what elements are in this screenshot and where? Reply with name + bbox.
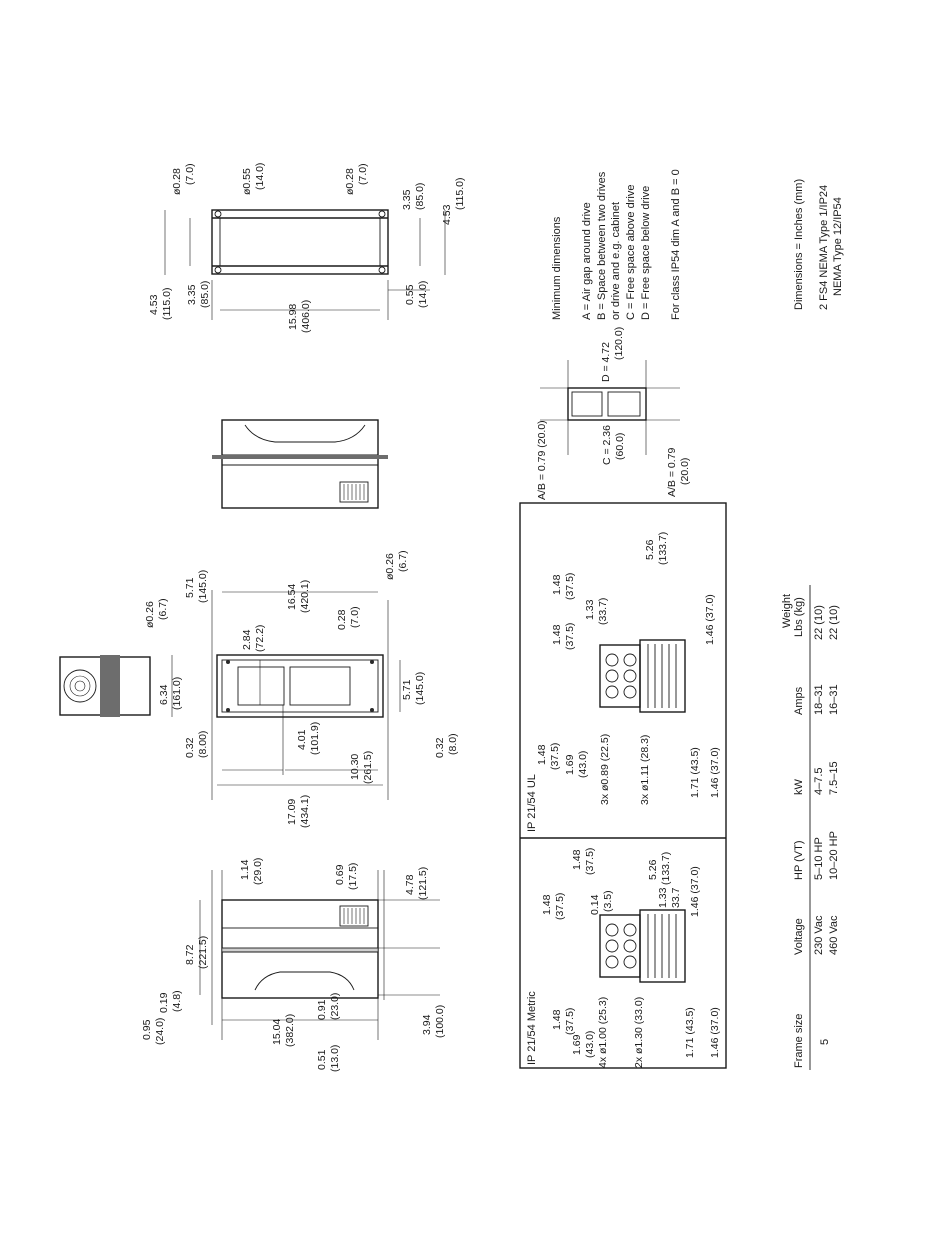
dim-label: 4.01 [296, 729, 308, 750]
table-cell: 5–10 HP [813, 837, 825, 880]
dim-label: 0.69 [334, 864, 346, 885]
top-view-drawing [212, 420, 388, 508]
dim-label: (60.0) [614, 432, 626, 460]
dim-label: 5.26 [644, 539, 656, 560]
dim-label: 5.71 [184, 577, 196, 598]
dim-label: (72.2) [254, 624, 266, 652]
dim-label: (121.5) [417, 866, 429, 900]
dim-label: (145.0) [414, 671, 426, 705]
dim-label: 2.84 [241, 629, 253, 650]
dim-label: (406.0) [300, 299, 312, 333]
footnote-b: NEMA Type 12/IP54 [832, 197, 844, 296]
dim-label: 0.51 [316, 1049, 328, 1070]
table-cell: 7.5–15 [828, 761, 840, 795]
table-cell: 22 (10) [813, 605, 825, 640]
dim-label: 1.48 [551, 1009, 563, 1030]
dim-label: 1.48 [551, 624, 563, 645]
dim-label: 0.95 [141, 1019, 153, 1040]
frame-size-value: 5 [819, 1038, 831, 1045]
dim-label: (133.7) [657, 531, 669, 565]
legend-line: B = Space between two drives [596, 171, 608, 320]
dim-label: (133.7) [660, 851, 672, 885]
dim-label: (33.7) [597, 597, 609, 625]
dim-label: 6.34 [158, 684, 170, 705]
dim-label: (43.0) [577, 750, 589, 778]
dim-label: 1.14 [239, 859, 251, 880]
dim-label: 1.48 [541, 894, 553, 915]
table-cell: 230 Vac [813, 915, 825, 955]
units-note: Dimensions = Inches (mm) [793, 178, 805, 310]
dim-label: 5.26 [647, 859, 659, 880]
dim-label: 16.54 [286, 583, 298, 610]
dim-label: ø0.28 [171, 168, 183, 195]
legend-line: A = Air gap around drive [581, 202, 593, 320]
dim-label: (145.0) [197, 569, 209, 603]
dim-label: 1.46 (37.0) [709, 747, 721, 798]
dim-label: (7.0) [357, 163, 369, 185]
table-cell: 18–31 [813, 684, 825, 715]
col-frame-size: Frame size [793, 1013, 805, 1068]
dim-label: 3.94 [421, 1014, 433, 1035]
dim-label: 15.04 [271, 1018, 283, 1045]
footnotes [793, 179, 844, 310]
dim-label: 1.33 [584, 599, 596, 620]
spec-table [781, 585, 840, 1070]
dim-label: (20.0) [679, 457, 691, 485]
dim-label: (37.5) [564, 572, 576, 600]
dim-label: 3.35 [186, 284, 198, 305]
dim-label: C = 2.36 [601, 425, 613, 465]
dim-label: (161.0) [171, 676, 183, 710]
legend-note: For class IP54 dim A and B = 0 [670, 169, 682, 320]
dim-label: ø0.55 [241, 168, 253, 195]
dim-label: 15.98 [287, 303, 299, 330]
dim-label: (37.5) [564, 622, 576, 650]
dim-label: 1.71 (43.5) [689, 747, 701, 798]
dim-label: 1.33 [657, 887, 669, 908]
dim-label: (37.5) [549, 742, 561, 770]
dim-label: 0.91 [316, 999, 328, 1020]
table-cell: 460 Vac [828, 915, 840, 955]
gland-metric-drawing [600, 910, 685, 982]
dim-label: 1.46 (37.0) [689, 866, 701, 917]
gland-ul-drawing [600, 640, 685, 712]
legend-title: Minimum dimensions [551, 216, 563, 320]
col-voltage: Voltage [793, 918, 805, 955]
min-dimensions-legend [551, 169, 682, 320]
dim-label: 4.53 [441, 204, 453, 225]
dim-label: 1.48 [551, 574, 563, 595]
dim-label: (261.5) [362, 750, 374, 784]
dim-label: (382.0) [284, 1013, 296, 1047]
dim-label: 1.46 (37.0) [704, 594, 716, 645]
dim-label: 1.48 [536, 744, 548, 765]
dim-label: ø0.26 [144, 601, 156, 628]
gland-ul-title: IP 21/54 UL [526, 774, 538, 832]
dim-label: (14.0) [417, 280, 429, 308]
col-weight: Weight [781, 593, 793, 628]
dim-label: (7.0) [184, 163, 196, 185]
dim-label: (37.5) [584, 847, 596, 875]
front-view-dims [144, 550, 459, 828]
dim-label: 1.46 (37.0) [709, 1007, 721, 1058]
table-cell: 16–31 [828, 684, 840, 715]
dim-label: (434.1) [299, 794, 311, 828]
dim-label: (420.1) [299, 579, 311, 613]
dim-label: 1.69 [564, 754, 576, 775]
dim-label: (37.5) [564, 1007, 576, 1035]
col-weight-unit: Lbs (kg) [793, 597, 805, 637]
dim-label: 8.72 [184, 944, 196, 965]
dim-label: (13.0) [329, 1044, 341, 1072]
dim-label: 4.78 [404, 874, 416, 895]
dim-label: 0.55 [404, 284, 416, 305]
dim-label: ø0.26 [384, 553, 396, 580]
dim-label: (3.5) [602, 890, 614, 912]
col-kw: kW [793, 779, 805, 795]
legend-line: or drive and e.g. cabinet [610, 201, 622, 320]
dim-label: (6.7) [157, 598, 169, 620]
table-cell: 4–7.5 [813, 767, 825, 795]
dim-label: (23.0) [329, 992, 341, 1020]
dim-label: (37.5) [554, 892, 566, 920]
dim-label: (85.0) [414, 182, 426, 210]
dim-label: ø0.28 [344, 168, 356, 195]
dim-label: 4.53 [148, 294, 160, 315]
dim-label: (17.5) [347, 862, 359, 890]
dim-label: (29.0) [252, 857, 264, 885]
gland-ul-labels [526, 532, 721, 832]
dim-label: 0.14 [589, 894, 601, 915]
dim-label: (43.0) [584, 1030, 596, 1058]
gland-metric-labels [526, 848, 721, 1068]
dim-label: 3.35 [401, 189, 413, 210]
dim-label: 5.71 [401, 679, 413, 700]
dim-label: A/B = 0.79 [666, 447, 678, 497]
dim-label: (115.0) [161, 287, 173, 320]
dim-label: (14.0) [254, 162, 266, 190]
col-amps: Amps [793, 686, 805, 715]
dim-label: 4x ø1.00 (25.3) [597, 996, 609, 1068]
dim-label: 3x ø1.11 (28.3) [639, 734, 651, 805]
dim-label: (85.0) [199, 280, 211, 308]
dim-label: (221.5) [197, 935, 209, 969]
dim-label: 0.32 [434, 737, 446, 758]
dim-label: 1.71 (43.5) [684, 1007, 696, 1058]
dim-label: 3x ø0.89 (22.5) [599, 733, 611, 805]
legend-line: C = Free space above drive [625, 184, 637, 320]
flange-dims [148, 163, 466, 333]
dim-label: A/B = 0.79 (20.0) [536, 420, 548, 500]
col-hp: HP (VT) [793, 840, 805, 880]
dim-label: (120.0) [613, 326, 625, 360]
dim-label: 1.69 [571, 1034, 583, 1055]
footnote-a: 2 FS4 NEMA Type 1/IP24 [818, 184, 830, 310]
dim-label: (8.00) [197, 730, 209, 758]
dim-label: (4.8) [171, 990, 183, 1012]
dim-label: 10.30 [349, 753, 361, 780]
dim-label: (24.0) [154, 1017, 166, 1045]
table-cell: 22 (10) [828, 605, 840, 640]
dim-label: 17.09 [286, 798, 298, 825]
dim-label: 0.32 [184, 737, 196, 758]
side-view-dims [141, 858, 446, 1072]
legend-line: D = Free space below drive [640, 185, 652, 320]
clearance-labels [536, 327, 691, 500]
dim-label: 2x ø1.30 (33.0) [633, 996, 645, 1068]
gland-metric-title: IP 21/54 Metric [526, 991, 538, 1065]
dim-label: (100.0) [434, 1004, 446, 1038]
table-cell: 10–20 HP [828, 831, 840, 880]
dim-label: 0.19 [158, 992, 170, 1013]
dim-label: (8.0) [447, 733, 459, 755]
dim-label: 0.28 [336, 609, 348, 630]
dim-label: 1.48 [571, 849, 583, 870]
dim-label: (6.7) [397, 550, 409, 572]
dim-label: (101.9) [309, 721, 321, 755]
dim-label: 33.7 [670, 887, 682, 908]
dim-label: D = 4.72 [600, 342, 612, 382]
dim-label: (115.0) [454, 177, 466, 210]
dim-label: (7.0) [349, 606, 361, 628]
